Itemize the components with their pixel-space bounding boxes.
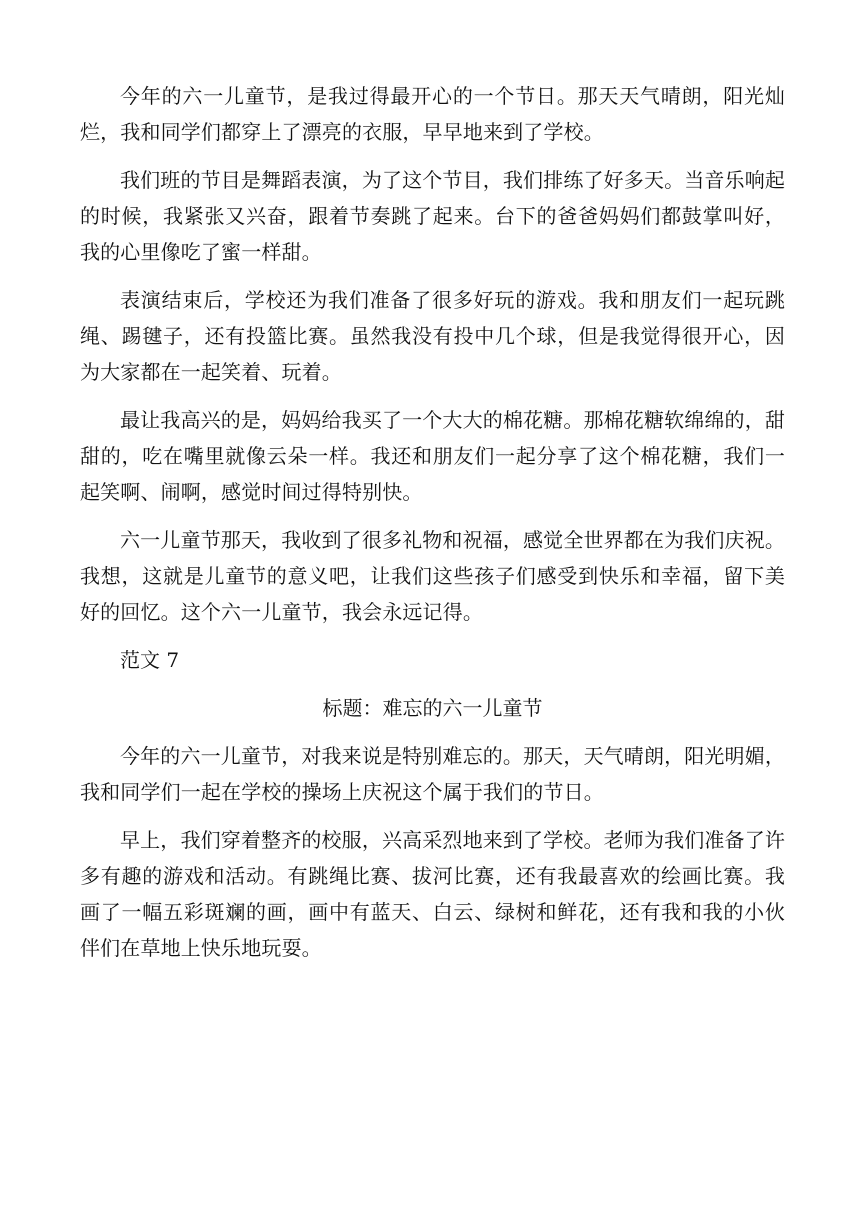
paragraph-2: 我们班的节目是舞蹈表演，为了这个节目，我们排练了好多天。当音乐响起的时候，我紧张又兴奋，跟着节奏跳了起来。台下的爸爸妈妈们都鼓掌叫好，我的心里像吃了蜜一样甜。 bbox=[80, 168, 785, 264]
section-label: 范文 7 bbox=[120, 648, 180, 672]
paragraph-1: 今年的六一儿童节，是我过得最开心的一个节日。那天天气晴朗，阳光灿烂，我和同学们都穿上了漂亮的衣服，早早地来到了学校。 bbox=[80, 84, 785, 144]
paragraph-4: 最让我高兴的是，妈妈给我买了一个大大的棉花糖。那棉花糖软绵绵的，甜甜的，吃在嘴里就像云朵一样。我还和朋友们一起分享了这个棉花糖，我们一起笑啊、闹啊，感觉时间过得特别快。 bbox=[80, 408, 785, 504]
document-page bbox=[80, 78, 785, 966]
paragraph-6: 今年的六一儿童节，对我来说是特别难忘的。那天，天气晴朗，阳光明媚，我和同学们一起在学校的操场上庆祝这个属于我们的节日。 bbox=[80, 744, 785, 804]
paragraph-5: 六一儿童节那天，我收到了很多礼物和祝福，感觉全世界都在为我们庆祝。我想，这就是儿童节的意义吧，让我们这些孩子们感受到快乐和幸福，留下美好的回忆。这个六一儿童节，我会永远记得。 bbox=[80, 528, 785, 624]
essay-title: 标题：难忘的六一儿童节 bbox=[322, 696, 543, 720]
paragraph-7: 早上，我们穿着整齐的校服，兴高采烈地来到了学校。老师为我们准备了许多有趣的游戏和活动。有跳绳比赛、拔河比赛，还有我最喜欢的绘画比赛。我画了一幅五彩斑斓的画，画中有蓝天、白云、绿树和鲜花，还有我和我的小伙伴们在草地上快乐地玩耍。 bbox=[80, 828, 785, 960]
paragraph-3: 表演结束后，学校还为我们准备了很多好玩的游戏。我和朋友们一起玩跳绳、踢毽子，还有投篮比赛。虽然我没有投中几个球，但是我觉得很开心，因为大家都在一起笑着、玩着。 bbox=[80, 288, 785, 384]
